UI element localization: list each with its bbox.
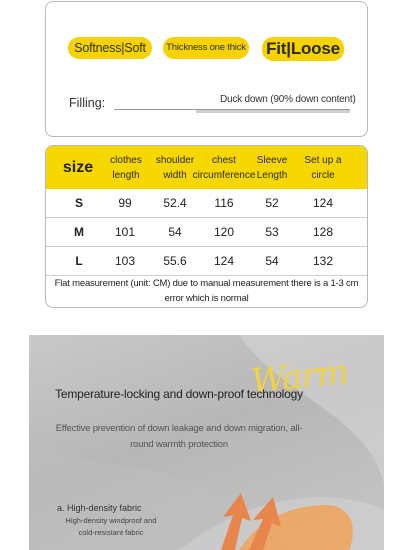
feature-description: High-density windproof and cold-resistant fabric xyxy=(65,516,157,537)
size-chart-card xyxy=(45,145,368,308)
table-row xyxy=(46,189,367,218)
filling-value: Duck down (90% down content) xyxy=(220,94,356,105)
banner-subtitle: Effective prevention of down leakage and down migration, all-round warmth protection xyxy=(55,423,303,450)
filling-underline xyxy=(114,109,350,110)
table-cell: 103 xyxy=(114,254,136,268)
table-cell: 54 xyxy=(265,254,279,268)
header-size: size xyxy=(62,159,94,176)
table-cell: 54 xyxy=(168,225,182,239)
table-row xyxy=(46,247,367,276)
rising-arrows-icon xyxy=(201,485,311,550)
table-cell: 124 xyxy=(213,254,235,268)
table-cell: 132 xyxy=(312,254,334,268)
table-cell: 124 xyxy=(312,196,334,210)
header-clothes-length: clothes length xyxy=(110,154,142,181)
table-cell: 128 xyxy=(312,225,334,239)
table-cell: 52 xyxy=(265,196,279,210)
softness-tag: Softness|Soft xyxy=(68,37,152,59)
size-chart-header xyxy=(46,146,367,189)
table-cell: 120 xyxy=(213,225,235,239)
header-shoulder-width: shoulder width xyxy=(155,154,195,181)
table-cell: 101 xyxy=(114,225,136,239)
fit-tag: Fit|Loose xyxy=(262,37,344,61)
header-sleeve-length: Sleeve Length xyxy=(256,154,288,181)
size-cell: L xyxy=(75,254,83,268)
feature-title: a. High-density fabric xyxy=(57,503,142,513)
size-cell: M xyxy=(74,225,84,239)
table-cell: 52.4 xyxy=(163,196,187,210)
table-cell: 116 xyxy=(214,196,234,210)
table-cell: 99 xyxy=(118,196,132,210)
table-row xyxy=(46,218,367,247)
warm-script-lettering: Warm xyxy=(249,352,350,402)
table-cell: 53 xyxy=(265,225,279,239)
banner-title: Temperature-locking and down-proof technology xyxy=(55,387,303,401)
attributes-card xyxy=(45,1,368,137)
table-cell: 55.6 xyxy=(163,254,187,268)
size-cell: S xyxy=(74,196,83,210)
header-chest-circumference: chest circumference xyxy=(192,154,256,181)
thickness-tag: Thickness one thick xyxy=(163,37,249,59)
filling-label: Filling: xyxy=(69,96,106,110)
header-set-up-circle: Set up a circle xyxy=(304,154,342,181)
measurement-note: Flat measurement (unit: CM) due to manual measurement there is a 1-3 cm error which is normal xyxy=(54,278,359,304)
promo-banner xyxy=(29,335,384,550)
